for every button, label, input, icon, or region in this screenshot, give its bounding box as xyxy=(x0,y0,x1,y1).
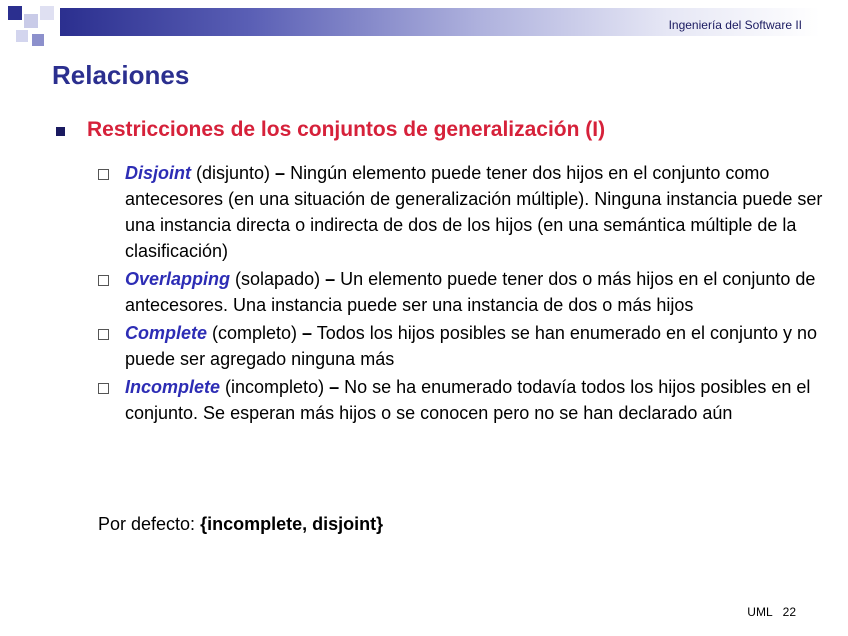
dash: – xyxy=(329,377,340,397)
term-translation: (completo) xyxy=(207,323,303,343)
slide-title: Relaciones xyxy=(52,60,190,90)
list-item-content xyxy=(125,320,828,372)
hollow-square-bullet-icon xyxy=(98,329,109,340)
term: Disjoint xyxy=(125,163,191,183)
list-item xyxy=(98,160,828,264)
term: Incomplete xyxy=(125,377,221,397)
dash: – xyxy=(275,163,286,183)
main-bullet-text: Restricciones de los conjuntos de generalización (I) xyxy=(87,118,606,141)
dash: – xyxy=(325,269,336,289)
list-item-content xyxy=(125,374,828,426)
term: Complete xyxy=(125,323,208,343)
footer xyxy=(747,605,796,619)
description: Un elemento puede tener dos o más hijos en el conjunto de antecesores. Una instancia puede ser una instancia de dos o más hijos xyxy=(125,269,816,315)
term: Overlapping xyxy=(125,269,231,289)
term-translation: (disjunto) xyxy=(191,163,276,183)
hollow-square-bullet-icon xyxy=(98,275,109,286)
list-item-content xyxy=(125,266,828,318)
default-value: {incomplete, disjoint} xyxy=(200,514,384,534)
sub-bullet-list xyxy=(98,160,828,428)
list-item xyxy=(98,266,828,318)
default-label: Por defecto: xyxy=(98,514,201,534)
description: Todos los hijos posibles se han enumerado en el conjunto y no puede ser agregado ninguna más xyxy=(125,323,818,369)
square-bullet-icon xyxy=(56,127,65,136)
list-item-content xyxy=(125,160,828,264)
default-line xyxy=(98,514,383,535)
hollow-square-bullet-icon xyxy=(98,169,109,180)
term-translation: (incompleto) xyxy=(220,377,330,397)
description: Ningún elemento puede tener dos hijos en el conjunto como antecesores (en una situación de generalización múltiple). Ninguna instancia puede ser una instancia directa o indirecta de dos de los hijos (en una semántica múltiple de la clasificación) xyxy=(125,163,823,261)
page-number: 22 xyxy=(782,605,796,619)
dash: – xyxy=(302,323,313,343)
list-item xyxy=(98,374,828,426)
description: No se ha enumerado todavía todos los hijos posibles en el conjunto. Se esperan más hijos o se conocen pero no se han declarado aún xyxy=(125,377,811,423)
logo-squares-icon xyxy=(8,6,68,50)
main-bullet-row xyxy=(56,118,605,142)
list-item xyxy=(98,320,828,372)
footer-label: UML xyxy=(747,605,773,619)
term-translation: (solapado) xyxy=(230,269,326,289)
hollow-square-bullet-icon xyxy=(98,383,109,394)
course-title: Ingeniería del Software II xyxy=(668,18,802,32)
